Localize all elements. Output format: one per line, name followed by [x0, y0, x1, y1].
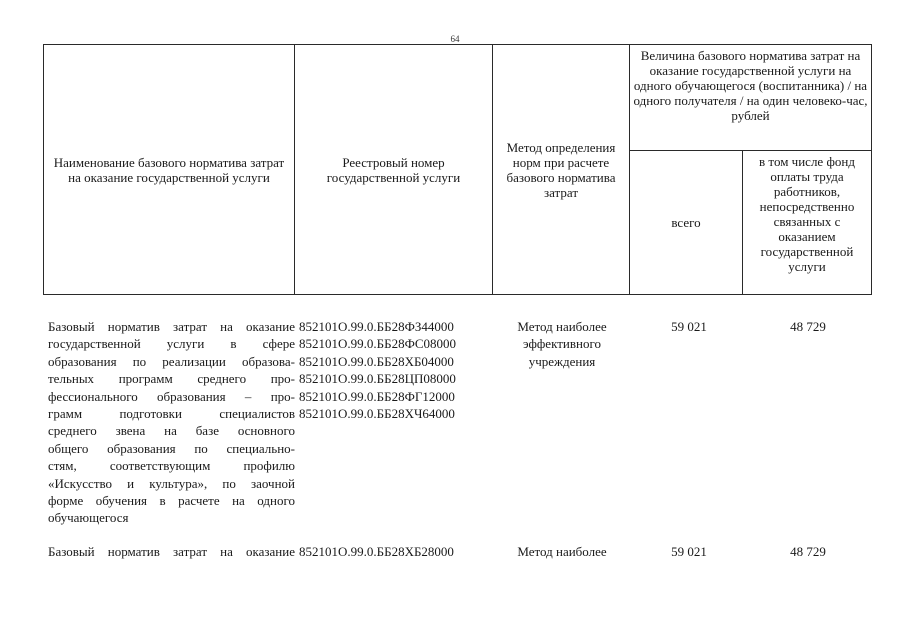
header-col-registry: Реестровый номер государственной услуги — [295, 45, 493, 295]
registry-number: 852101О.99.0.ББ28ХБ04000 — [299, 353, 454, 369]
header-sub-total: всего — [630, 151, 743, 295]
row2-wage: 48 729 — [790, 544, 826, 559]
header-col-name: Наименование базового норматива затрат на оказание государственной услуги — [44, 45, 295, 295]
row1-name-line: фессионального образования – про- — [48, 388, 295, 404]
row1-name-line: грамм подготовки специалистов — [48, 406, 295, 422]
row2-name — [48, 543, 295, 560]
row2-registry — [299, 543, 499, 560]
row2-method: Метод наиболее — [517, 544, 607, 559]
header-col-value: Величина базового норматива затрат на оказание государственной услуги на одного обучающегося (воспитанника) / на одного получателя / на один человеко-час, рублей — [630, 45, 872, 151]
row2-total: 59 021 — [671, 544, 707, 559]
page-number: 64 — [450, 34, 460, 44]
row1-name-line: общего образования по специально- — [48, 440, 295, 456]
header-col-method: Метод определения норм при расчете базового норматива затрат — [493, 45, 630, 295]
row2-name-line: Базовый норматив затрат на оказание — [48, 544, 295, 559]
row1-name-line: среднего звена на базе основного — [48, 423, 295, 439]
registry-number: 852101О.99.0.ББ28ХБ28000 — [299, 544, 454, 559]
header-table — [43, 44, 872, 295]
row1-name-line: государственной услуги в сфере — [48, 336, 295, 352]
row1-name-line: «Искусство и культура», по заочной — [48, 475, 295, 491]
row1-name-line: форме обучения в расчете на одного — [48, 493, 295, 509]
row1-name-line: стям, соответствующим профилю — [48, 458, 295, 474]
header-sub-wage: в том числе фонд оплаты труда работников, непосредственно связанных с оказанием государственной услуги — [743, 151, 872, 295]
row1-name-line: Базовый норматив затрат на оказание — [48, 319, 295, 334]
row1-registry — [299, 318, 499, 422]
registry-number: 852101О.99.0.ББ28ЦП08000 — [299, 371, 456, 387]
registry-number: 852101О.99.0.ББ28ФС08000 — [299, 336, 457, 352]
row1-wage: 48 729 — [790, 319, 826, 334]
row1-total: 59 021 — [671, 319, 707, 334]
row1-name-line: тельных программ среднего про- — [48, 371, 295, 387]
row1-method: Метод наиболее эффективного учреждения — [517, 319, 607, 369]
registry-number: 852101О.99.0.ББ28ХЧ64000 — [299, 406, 455, 422]
row1-name-line: обучающегося — [48, 510, 129, 526]
registry-number: 852101О.99.0.ББ28ФЗ44000 — [299, 319, 454, 334]
row1-name — [48, 318, 295, 527]
registry-number: 852101О.99.0.ББ28ФГ12000 — [299, 388, 455, 404]
row1-name-line: образования по реализации образова- — [48, 353, 295, 369]
